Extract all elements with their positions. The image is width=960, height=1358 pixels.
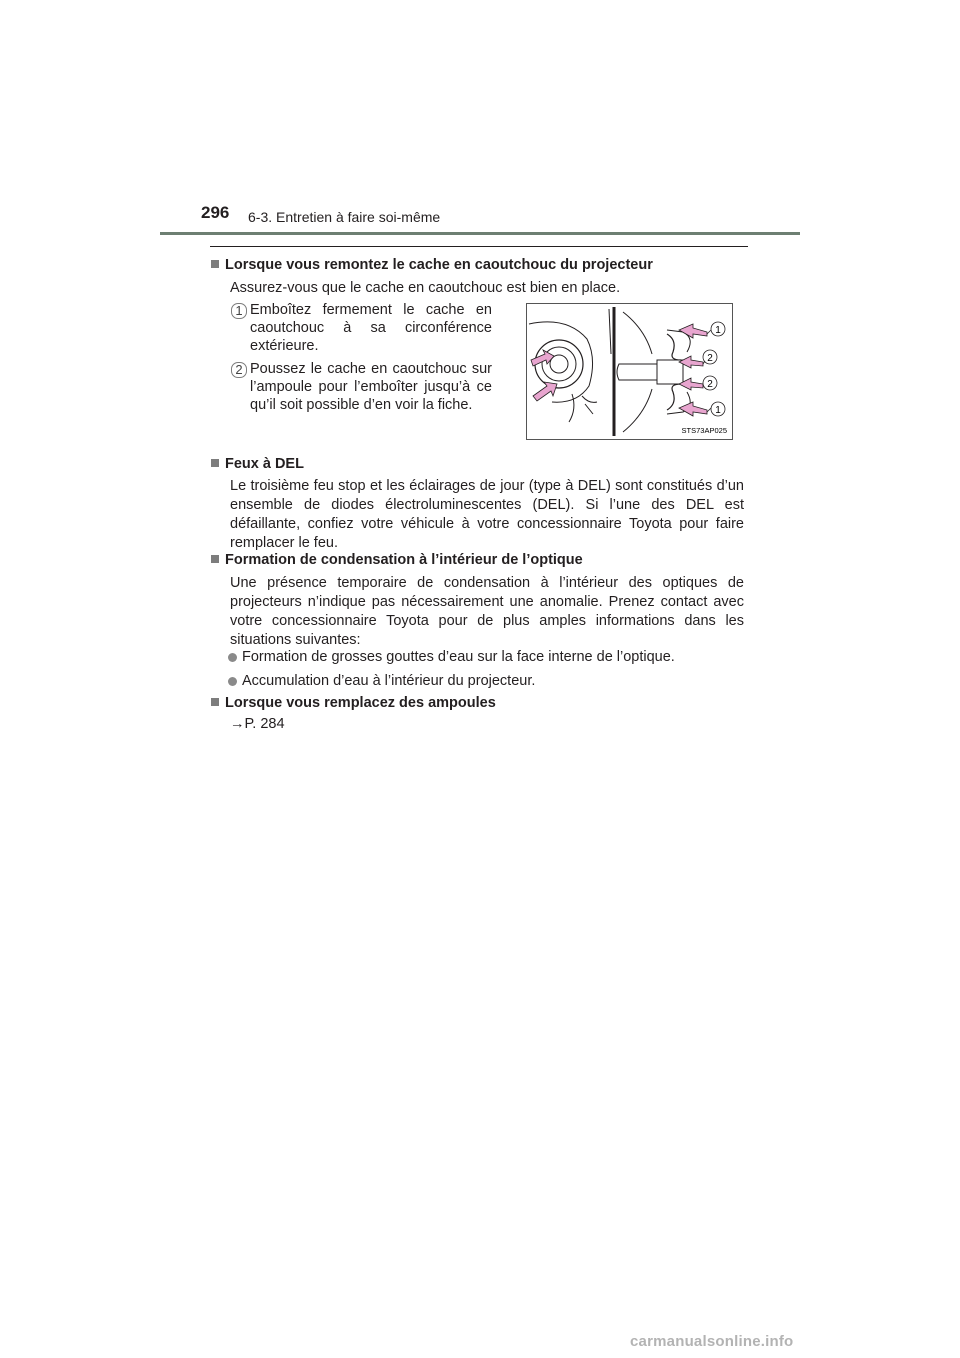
heading-condensation <box>211 552 583 568</box>
push-arrow-icon <box>679 324 707 338</box>
headlight-cover-figure <box>526 303 733 440</box>
led-text: Le troisième feu stop et les éclairages de jour (type à DEL) sont constitués d’un ensemble de diodes électroluminescentes (DEL). Si l’une des DEL est défaillante, confiez votre véhicule à votre concessionnaire Toyota pour faire remplacer le feu. <box>230 478 744 551</box>
square-bullet-icon <box>211 260 219 268</box>
step-text-1: Emboîtez fermement le cache en caoutchouc à sa circonférence extérieure. <box>250 302 492 354</box>
heading-text: Feux à DEL <box>225 456 304 472</box>
heading-led <box>211 456 304 472</box>
step-number-2: 2 <box>231 362 247 378</box>
headlight-illustration <box>527 304 732 439</box>
page-reference-link[interactable]: →P. 284 <box>230 716 285 732</box>
intro-text: Assurez-vous que le cache en caoutchouc est bien en place. <box>230 280 621 296</box>
callout-label: 2 <box>707 379 713 390</box>
figure-code: STS73AP025 <box>681 426 727 435</box>
push-arrow-icon <box>533 382 557 401</box>
square-bullet-icon <box>211 459 219 467</box>
dot-bullet-icon <box>228 677 237 686</box>
list-item <box>228 673 535 689</box>
page-number: 296 <box>201 203 230 222</box>
watermark: carmanualsonline.info <box>630 1333 794 1350</box>
list-item-text: Accumulation d’eau à l’intérieur du projecteur. <box>242 673 536 689</box>
heading-text: Formation de condensation à l’intérieur de l’optique <box>225 552 583 568</box>
heading-text: Lorsque vous remplacez des ampoules <box>225 695 496 711</box>
content-rule <box>210 246 748 247</box>
callout-label: 1 <box>715 405 721 416</box>
step-text-2: Poussez le cache en caoutchouc sur l’ampoule pour l’emboîter jusqu’à ce qu’il soit possible d’en voir la fiche. <box>250 361 492 413</box>
square-bullet-icon <box>211 698 219 706</box>
callout-label: 1 <box>715 325 721 336</box>
square-bullet-icon <box>211 555 219 563</box>
heading-text: Lorsque vous remontez le cache en caoutchouc du projecteur <box>225 257 653 273</box>
section-title: 6-3. Entretien à faire soi-même <box>248 209 441 225</box>
dot-bullet-icon <box>228 653 237 662</box>
callout-label: 2 <box>707 353 713 364</box>
heading-rubber-cover <box>211 257 653 273</box>
list-item <box>228 649 675 665</box>
header-rule <box>160 232 800 235</box>
push-arrow-icon <box>679 402 707 416</box>
list-item-text: Formation de grosses gouttes d’eau sur la face interne de l’optique. <box>242 649 675 665</box>
step-number-1: 1 <box>231 303 247 319</box>
heading-bulbs <box>211 695 496 711</box>
condensation-text: Une présence temporaire de condensation à l’intérieur des optiques de projecteurs n’indique pas nécessairement une anomalie. Prenez contact avec votre concessionnaire Toyota pour de plus amples informations dans les situations suivantes: <box>230 575 744 648</box>
